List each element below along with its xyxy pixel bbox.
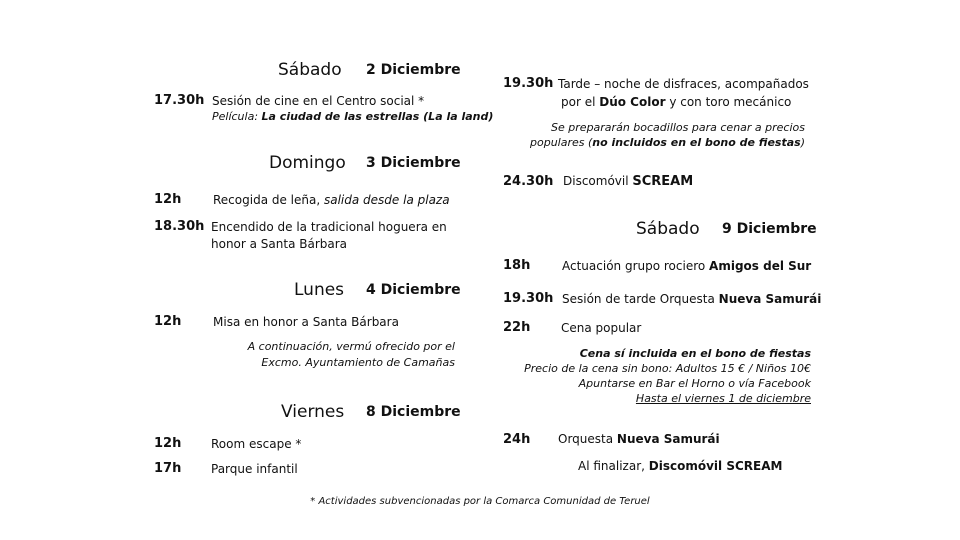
event-time: 24.30h <box>503 174 554 189</box>
event-text: Al finalizar, Discomóvil SCREAM <box>578 459 783 473</box>
event-note: Apuntarse en Bar el Horno o vía Facebook <box>578 377 811 390</box>
day-heading: Sábado <box>636 219 700 239</box>
event-time: 12h <box>154 314 182 329</box>
event-note: populares (no incluidos en el bono de fiestas) <box>530 136 805 149</box>
day-heading: Domingo <box>269 153 346 173</box>
event-note: A continuación, vermú ofrecido por el <box>247 340 455 353</box>
event-time: 17.30h <box>154 93 205 108</box>
event-text: Encendido de la tradicional hoguera en <box>211 220 447 234</box>
date-heading: 2 Diciembre <box>366 62 461 78</box>
date-heading: 4 Diciembre <box>366 282 461 298</box>
event-time: 17h <box>154 461 182 476</box>
event-text: Actuación grupo rociero Amigos del Sur <box>562 259 812 273</box>
event-text: Misa en honor a Santa Bárbara <box>213 315 399 329</box>
day-heading: Viernes <box>281 402 345 422</box>
event-text: Tarde – noche de disfraces, acompañados <box>558 77 809 91</box>
event-text: Sesión de cine en el Centro social * <box>212 94 425 108</box>
event-time: 18.30h <box>154 219 205 234</box>
event-note: Cena sí incluida en el bono de fiestas <box>579 347 811 360</box>
event-note: Hasta el viernes 1 de diciembre <box>635 392 811 405</box>
event-text: por el Dúo Color y con toro mecánico <box>561 95 792 109</box>
event-time: 22h <box>503 320 531 335</box>
day-heading: Lunes <box>294 280 345 300</box>
event-time: 24h <box>503 432 531 447</box>
event-text: Sesión de tarde Orquesta Nueva Samurái <box>562 292 822 306</box>
event-text: Cena popular <box>561 321 642 335</box>
footer-note: * Actividades subvencionadas por la Comarca Comunidad de Teruel <box>310 496 650 507</box>
event-time: 19.30h <box>503 76 554 91</box>
event-time: 19.30h <box>503 291 554 306</box>
event-text: Discomóvil SCREAM <box>563 174 694 189</box>
date-heading: 8 Diciembre <box>366 404 461 420</box>
date-heading: 9 Diciembre <box>722 221 817 237</box>
event-note: Excmo. Ayuntamiento de Camañas <box>261 356 455 369</box>
event-text: Room escape * <box>211 437 302 451</box>
event-time: 12h <box>154 192 182 207</box>
event-time: 18h <box>503 258 531 273</box>
event-text: honor a Santa Bárbara <box>211 237 348 251</box>
event-note: Película: La ciudad de las estrellas (La la land) <box>212 110 494 123</box>
event-note: Se prepararán bocadillos para cenar a precios <box>551 121 805 134</box>
event-note: Precio de la cena sin bono: Adultos 15 € / Niños 10€ <box>524 362 811 375</box>
date-heading: 3 Diciembre <box>366 155 461 171</box>
day-heading: Sábado <box>278 60 342 80</box>
event-time: 12h <box>154 436 182 451</box>
event-text: Recogida de leña, salida desde la plaza <box>213 193 450 207</box>
event-text: Parque infantil <box>211 462 298 476</box>
event-text: Orquesta Nueva Samurái <box>558 432 720 446</box>
